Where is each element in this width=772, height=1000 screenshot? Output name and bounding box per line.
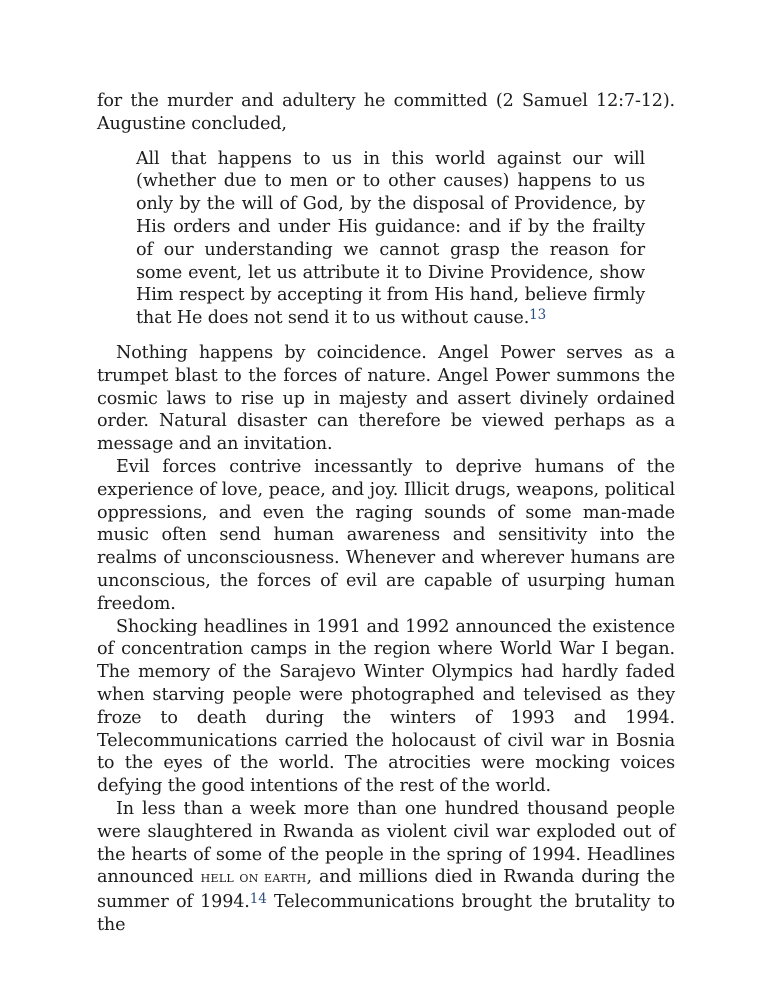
rwanda-text-2: , and millions died in Rwanda during the summer of 1994.	[97, 867, 675, 913]
rwanda-text-3: Telecommunications brought the brutality to the	[97, 892, 675, 935]
paragraph-headlines: Shocking headlines in 1991 and 1992 announced the existence of concentration camps in the region where World War I began. The memory of the Sarajevo Winter Olympics had hardly faded when starving people were photographed and televised as they froze to death during the winters of 1993 and 1994. Telecommunications carried the holocaust of civil war in Bosnia to the eyes of the world. The atrocities were mocking voices defying the good intentions of the rest of the world.	[97, 616, 675, 797]
quote-body: All that happens to us in this world against our will (whether due to men or to other causes) happens to us only by the will of God, by the disposal of Providence, by His orders and under His guidance: and if by the frailty of our understanding we cannot grasp the reason for some event, let us attribute it to Divine Providence, show Him respect by accepting it from His hand, believe firmly that He does not send it to us without cause.	[136, 148, 645, 329]
intro-paragraph: for the murder and adultery he committed (2 Samuel 12:7-12). Augustine concluded,	[97, 91, 675, 134]
footnote-ref-14[interactable]: 14	[249, 891, 267, 908]
paragraph-coincidence: Nothing happens by coincidence. Angel Power serves as a trumpet blast to the forces of nature. Angel Power summons the cosmic laws to rise up in majesty and assert divinely ordained order. Natural disaster can therefore be viewed perhaps as a message and an invitation.	[97, 342, 675, 455]
paragraph-evil-forces: Evil forces contrive incessantly to deprive humans of the experience of love, peace, and joy. Illicit drugs, weapons, political oppressions, and even the raging sounds of some man-made music often send human awareness and sensitivity into the realms of unconsciousness. Whenever and wherever humans are unconscious, the forces of evil are capable of usurping human freedom.	[97, 456, 675, 614]
smallcaps-hell-on-earth: HELL ON EARTH	[200, 872, 307, 886]
block-quote	[136, 148, 645, 330]
footnote-ref-13[interactable]: 13	[529, 307, 547, 324]
paragraph-rwanda	[97, 798, 675, 937]
quote-text	[136, 148, 645, 330]
rwanda-text-1: In less than a week more than one hundred thousand people were slaughtered in Rwanda as violent civil war exploded out of the hearts of some of the people in the spring of 1994. Headlines announced	[97, 798, 675, 888]
page-body	[97, 90, 675, 937]
